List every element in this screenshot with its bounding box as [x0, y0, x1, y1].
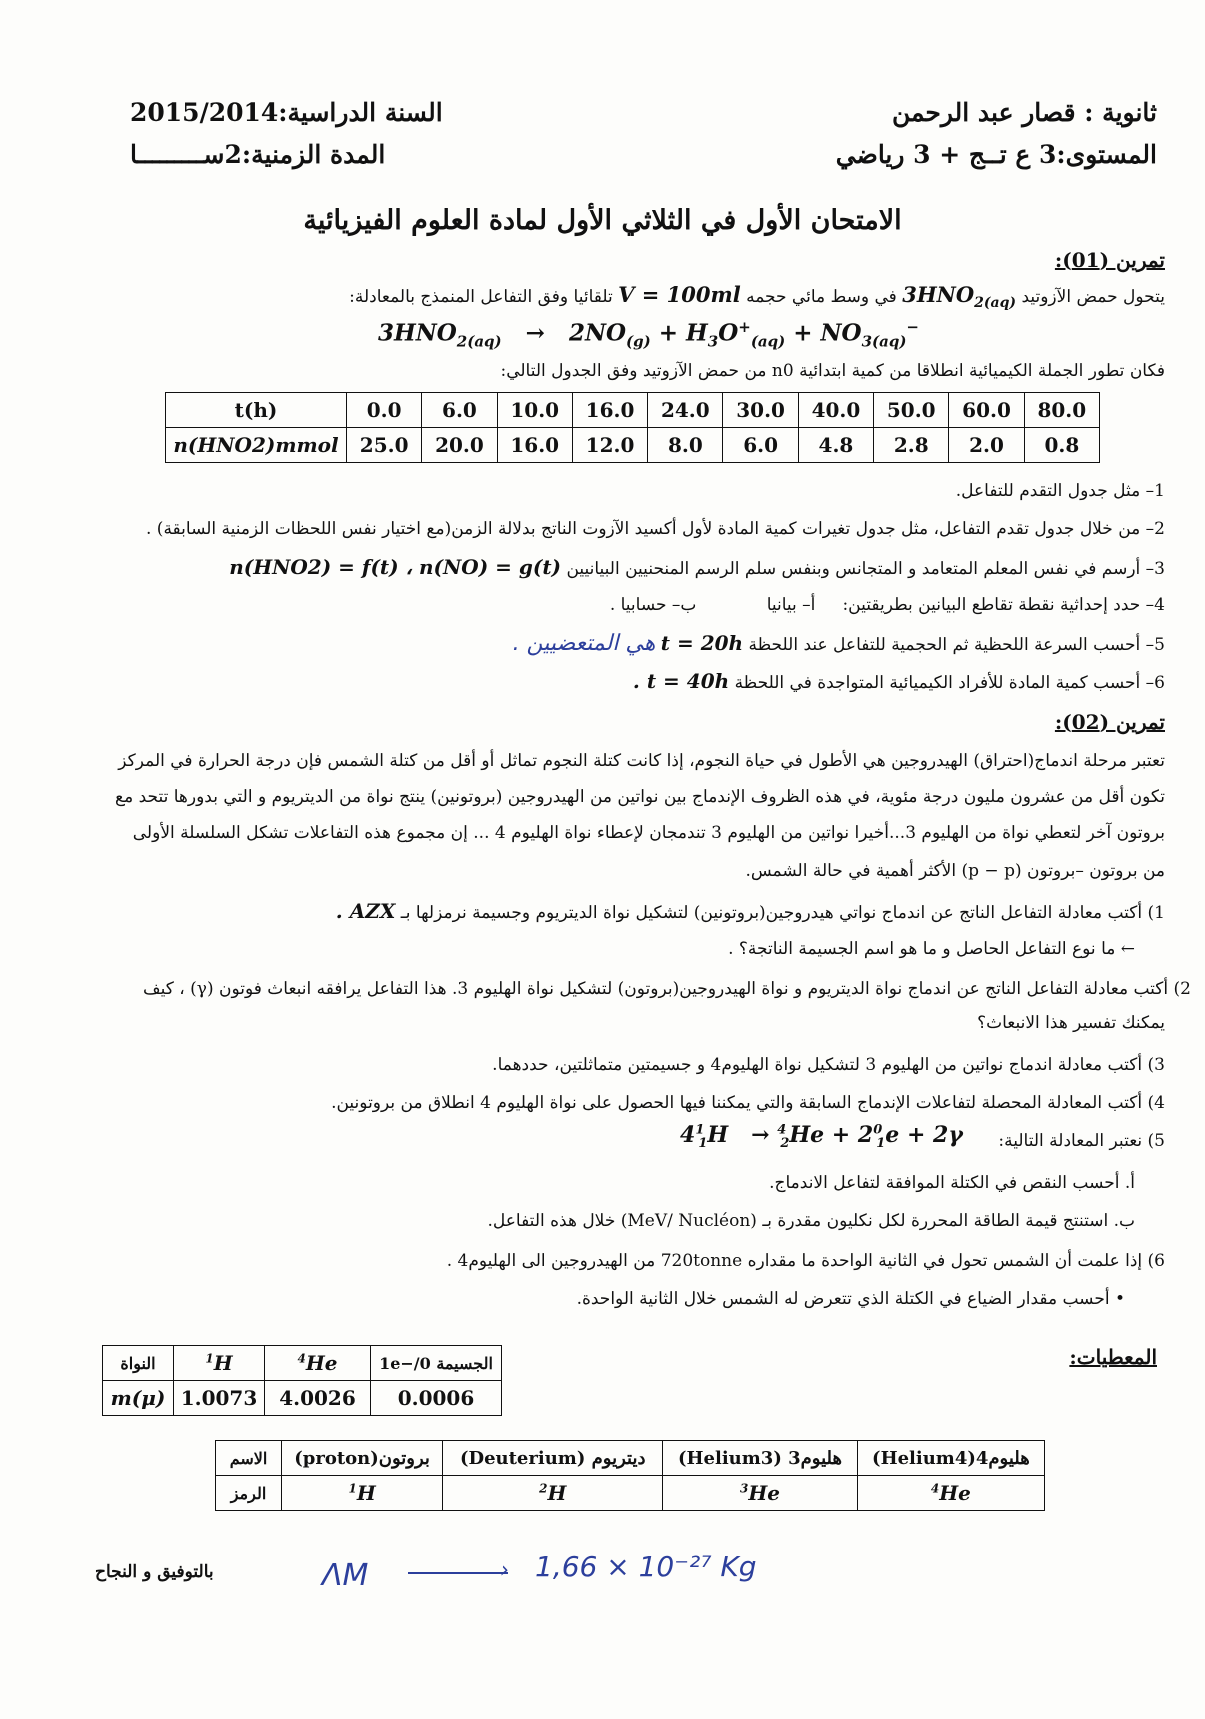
name-deuterium: (Deuterium) ديتريوم [443, 1441, 663, 1476]
amount-cell: 6.0 [723, 428, 798, 463]
mass-table-values [103, 1381, 502, 1416]
time-cell: 50.0 [874, 393, 949, 428]
time-cell: 60.0 [949, 393, 1024, 428]
q1-symbol: AZX . [335, 899, 396, 923]
amount-cell: 0.8 [1024, 428, 1099, 463]
ex1-question-6 [633, 668, 1165, 696]
ex2-question-2-line-1: 2) أكتب معادلة التفاعل الناتج عن اندماج نواة الديتريوم و نواة الهيدروجين(بروتون) لتشكيل نواة الهليوم 3. هذا التفاعل يرافقه انبعاث فوتون (γ) ، كيف [143, 979, 1191, 999]
exercise-1-title: تمرين (01): [1054, 248, 1165, 272]
q6-text: 6– أحسب كمية المادة للأفراد الكيميائية المتواجدة في اللحظة [734, 673, 1165, 693]
intro-species: $3HNO_{2(aq)}$ [902, 282, 1017, 312]
name-helium4: (Helium4)هليوم4 [857, 1441, 1044, 1476]
ex2-question-4: 4) أكتب المعادلة المحصلة لتفاعلات الإندماج السابقة والتي يمكننا فيها الحصول على نواة الهليوم 4 انطلاق من بروتونين. [331, 1093, 1165, 1113]
amount-cell: 2.8 [874, 428, 949, 463]
nucleus-label: النواة [103, 1346, 174, 1381]
mass-e: 0.0006 [371, 1381, 502, 1416]
amount-cell: 20.0 [422, 428, 497, 463]
handwritten-conversion: 1,66 × 10⁻²⁷ Kg [535, 1550, 757, 1583]
intro-volume: V = 100ml [618, 282, 741, 307]
ex1-question-5 [513, 630, 1165, 658]
mass-label: m(μ) [103, 1381, 174, 1416]
mass-table-header [103, 1346, 502, 1381]
q4-text: 4– حدد إحداثية نقطة تقاطع البيانين بطريقتين: [842, 595, 1165, 615]
data-label: المعطيات: [1069, 1345, 1157, 1369]
amount-cell: 25.0 [347, 428, 422, 463]
names-table [215, 1440, 1045, 1511]
q5-handwritten-note: هي المتعضيين . [512, 631, 656, 656]
handwritten-arrow-line [408, 1572, 508, 1574]
amount-cell: 2.0 [949, 428, 1024, 463]
amount-cell: 12.0 [572, 428, 647, 463]
ex2-question-5-a: أ. أحسب النقص في الكتلة الموافقة لتفاعل الاندماج. [769, 1173, 1135, 1193]
mass-he: 4.0026 [265, 1381, 371, 1416]
names-row [216, 1441, 1045, 1476]
mass-h: 1.0073 [174, 1381, 265, 1416]
handwritten-delta-m: ΛM [322, 1558, 369, 1593]
q4-option-b: ب– حسابيا . [609, 595, 697, 615]
mass-table [102, 1345, 502, 1416]
symbol-helium4: $^4$He [857, 1476, 1044, 1511]
intro-text-a: يتحول حمض الآزوتيد [1021, 287, 1165, 307]
ex2-question-2-line-2: يمكنك تفسير هذا الانبعاث؟ [977, 1013, 1165, 1033]
ex1-question-3 [229, 554, 1165, 582]
level: المستوى:3 ع تــج + 3 رياضي [835, 140, 1157, 169]
handwritten-arrow-head: › [500, 1558, 509, 1583]
time-cell: 80.0 [1024, 393, 1099, 428]
ex1-question-2: 2– من خلال جدول تقدم التفاعل، مثل جدول تغيرات كمية المادة لأول أكسيد الآزوت الناتج بدلالة الزمن(مع اختيار نفس اللحظات الزمنية السابقة) . [146, 519, 1165, 539]
table-row-time [166, 393, 1100, 428]
table-intro: فكان تطور الجملة الكيميائية انطلاقا من كمية ابتدائية n0 من حمض الآزوتيد وفق الجدول التالي: [500, 361, 1165, 381]
q1-text: 1) أكتب معادلة التفاعل الناتج عن اندماج نواتي هيدروجين(بروتونين) لتشكيل نواة الديتريوم وجسيمة نرمزلها بـ [395, 903, 1165, 923]
amount-cell: 4.8 [798, 428, 873, 463]
time-cell: 30.0 [723, 393, 798, 428]
time-cell: 16.0 [572, 393, 647, 428]
exam-title: الامتحان الأول في الثلاثي الأول لمادة العلوم الفيزيائية [303, 205, 902, 236]
ex2-paragraph-line-3: بروتون آخر لتعطي نواة من الهليوم 3...أخيرا نواتين من الهليوم 3 تندمجان لإعطاء نواة الهليوم 4 ... إن مجموع هذه التفاعلات تشكل السلسلة الأولى [132, 823, 1165, 843]
symbol-helium3: $^3$He [663, 1476, 858, 1511]
evolution-table [165, 392, 1100, 463]
q5-text: 5) نعتبر المعادلة التالية: [998, 1131, 1165, 1151]
q5-equation: t = 20h [660, 631, 744, 655]
duration: المدة الزمنية:2ســـــــــا [130, 140, 386, 169]
table-row-amount [166, 428, 1100, 463]
ex2-question-5 [998, 1128, 1165, 1154]
symbol-proton: $^1$H [282, 1476, 443, 1511]
ex2-paragraph-line-1: تعتبر مرحلة اندماج(احتراق) الهيدروجين هي الأطول في حياة النجوم، إذا كانت كتلة النجوم تماثل أو أقل من كتلة الشمس فإن درجة الحرارة في المركز [118, 751, 1165, 771]
ex1-question-4 [610, 592, 1165, 618]
reaction-equation: $3HNO_{2(aq)} \to 2NO_{(g)} + H_3O^+_{(aq)} + NO_{3(aq)}^-$ [378, 318, 919, 351]
q3-equation: n(HNO2) = f(t) ، n(NO) = g(t) [229, 555, 562, 579]
intro-text-b: في وسط مائي حجمه [746, 287, 897, 307]
ex2-paragraph-line-4: من بروتون –بروتون (p − p) الأكثر أهمية في حالة الشمس. [745, 861, 1165, 881]
q4-option-a: أ– بيانيا [766, 595, 816, 615]
ex2-question-5-b: ب. استنتج قيمة الطاقة المحررة لكل نكليون مقدرة بـ (MeV/ Nucléon) خلال هذه التفاعل. [487, 1211, 1135, 1231]
electron-label: الجسيمة 0/−1e [371, 1346, 502, 1381]
q3-text: 3– أرسم في نفس المعلم المتعامد و المتجانس وبنفس سلم الرسم المنحنيين البيانيين [566, 559, 1165, 579]
ex2-question-1 [336, 898, 1165, 926]
fusion-equation: $4^1_1H \to ^4_2He + 2^0_1e + 2\gamma$ [680, 1122, 963, 1152]
name-proton: (proton)بروتون [282, 1441, 443, 1476]
ex2-paragraph-line-2: تكون أقل من عشرون مليون درجة مئوية، في هذه الظروف الإندماج بين نواتين من الهيدروجين (بروتونين) ينتج نواة من الديتريوم و التي بدورها تتحد مع [115, 787, 1165, 807]
ex2-question-3: 3) أكتب معادلة اندماج نواتين من الهليوم 3 لتشكيل نواة الهليوم4 و جسيمتين متماثلتين، حددهما. [492, 1055, 1165, 1075]
time-cell: 0.0 [347, 393, 422, 428]
he-symbol: $^4$He [265, 1346, 371, 1381]
q5-text: 5– أحسب السرعة اللحظية ثم الحجمية للتفاعل عند اللحظة [748, 635, 1165, 655]
time-cell: 40.0 [798, 393, 873, 428]
name-label: الاسم [216, 1441, 282, 1476]
header-amount: n(HNO2)mmol [166, 428, 347, 463]
exercise-2-title: تمرين (02): [1054, 710, 1165, 734]
symbol-label: الرمز [216, 1476, 282, 1511]
time-cell: 24.0 [648, 393, 723, 428]
h-symbol: $^1$H [174, 1346, 265, 1381]
symbol-deuterium: $^2$H [443, 1476, 663, 1511]
q6-equation: t = 40h . [632, 669, 730, 693]
amount-cell: 16.0 [497, 428, 572, 463]
good-luck-wish: بالتوفيق و النجاح [95, 1562, 214, 1582]
time-cell: 6.0 [422, 393, 497, 428]
header-time: t(h) [166, 393, 347, 428]
name-helium3: (Helium3) هليوم3 [663, 1441, 858, 1476]
ex1-question-1: 1– مثل جدول التقدم للتفاعل. [955, 481, 1165, 501]
intro-text-c: تلقائيا وفق التفاعل المنمذج بالمعادلة: [349, 287, 613, 307]
school-name: ثانوية : قصار عبد الرحمن [891, 98, 1157, 127]
school-year: السنة الدراسية:2015/2014 [130, 98, 443, 127]
amount-cell: 8.0 [648, 428, 723, 463]
ex2-question-6: 6) إذا علمت أن الشمس تحول في الثانية الواحدة ما مقداره 720tonne من الهيدروجين الى الهليوم4 . [446, 1251, 1165, 1271]
time-cell: 10.0 [497, 393, 572, 428]
exercise-1-intro [40, 282, 1165, 316]
ex2-question-1-sub: ← ما نوع التفاعل الحاصل و ما هو اسم الجسيمة الناتجة؟ . [728, 939, 1135, 959]
symbols-row [216, 1476, 1045, 1511]
ex2-question-6-bullet: • أحسب مقدار الضياع في الكتلة الذي تتعرض له الشمس خلال الثانية الواحدة. [576, 1289, 1125, 1309]
